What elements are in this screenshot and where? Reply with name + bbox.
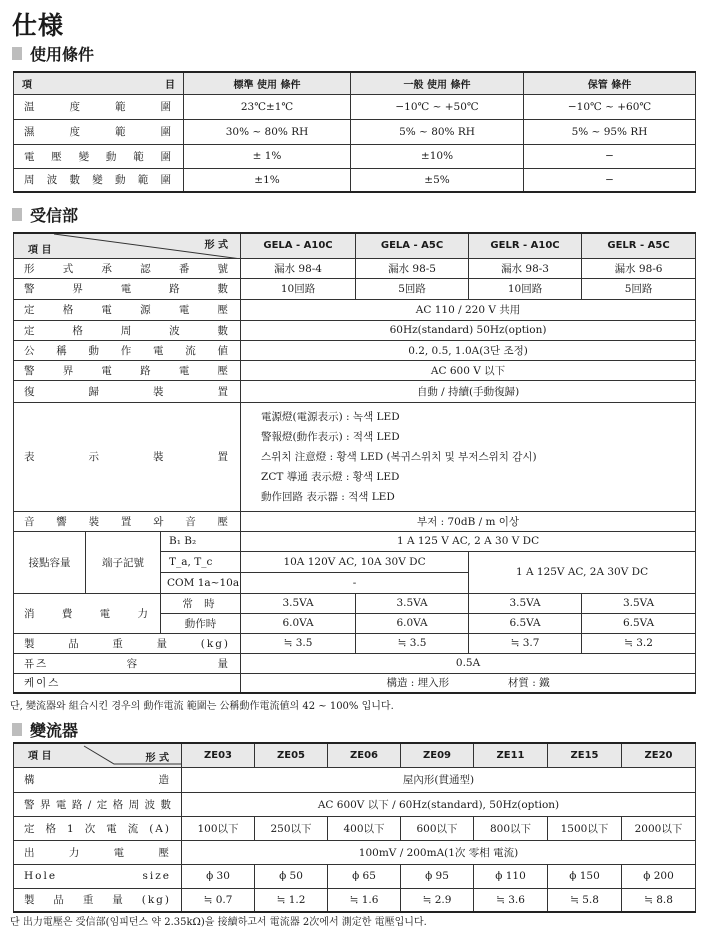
header-standard: 標準 使用 條件 (184, 72, 351, 94)
table-row: 製品重量(kg) ≒ 0.7 ≒ 1.2 ≒ 1.6 ≒ 2.9 ≒ 3.6 ≒ 5.8 ≒ 8.8 (14, 888, 696, 912)
header-storage: 保管 條件 (524, 72, 696, 94)
model-header: GELR - A5C (582, 233, 696, 258)
section-ct (12, 718, 78, 741)
table-row: 表示裝置 電源燈(電源表示) : 녹색 LED 警報燈(動作表示) : 적색 LED 스위치 注意燈 : 황색 LED (복귀스위치 및 부저스위치 감시) ZCT 導通 表示燈 : 황색 LED 動作回路 表示器 : 적색 LED (14, 402, 696, 511)
model-header: ZE20 (622, 743, 696, 767)
table-row: 電壓變動範圍 ± 1% ±10% − (14, 144, 696, 168)
section-title: 使用條件 (30, 45, 95, 64)
table-row: 形式承認番號 漏水 98-4 漏水 98-5 漏水 98-3 漏水 98-6 (14, 258, 696, 278)
ct-note: 단 出力電壓은 受信部(임피던스 약 2.35kΩ)을 接續하고서 電流器 2次에서 測定한 電壓입니다. (10, 917, 427, 928)
table-row: 製品重量(kg) ≒ 3.5 ≒ 3.5 ≒ 3.7 ≒ 3.2 (14, 633, 696, 653)
section-marker-icon (12, 723, 22, 736)
table-row: 出力電壓 100mV / 200mA(1次 零相 電流) (14, 840, 696, 864)
model-header: GELA - A5C (356, 233, 469, 258)
section-marker-icon (12, 47, 22, 60)
table-row: 警界電路/定格周波數 AC 600V 以下 / 60Hz(standard), 50Hz(option) (14, 792, 696, 816)
table-row: 公稱動作電流値 0.2, 0.5, 1.0A(3단 조정) (14, 340, 696, 360)
section-title: 變流器 (30, 721, 79, 740)
table-row: 動作時 6.0VA 6.0VA 6.5VA 6.5VA (14, 613, 696, 633)
receiver-table (13, 232, 696, 694)
model-header: ZE03 (182, 743, 255, 767)
table-row: 定格1次電流(A) 100以下 250以下 400以下 600以下 800以下 1500以下 2000以下 (14, 816, 696, 840)
table-row: 復歸裝置 自動 / 持續(手動復歸) (14, 380, 696, 402)
table-row: 퓨즈容量 0.5A (14, 653, 696, 673)
table-row: 周波數變動範圍 ±1% ±5% − (14, 168, 696, 192)
table-row: COM 1a~10a - (14, 572, 696, 593)
case-cell: 構造 : 埋入形 材質 : 鐵 (241, 673, 696, 693)
table-row: 定格周波數 60Hz(standard) 50Hz(option) (14, 320, 696, 340)
table-row: 接點容量 端子記號 B₁ B₂ 1 A 125 V AC, 2 A 30 V DC (14, 531, 696, 551)
section-title: 受信部 (30, 206, 79, 225)
section-marker-icon (12, 208, 22, 221)
section-conditions (12, 42, 94, 65)
model-header: GELA - A10C (241, 233, 356, 258)
table-row: T_a, T_c 10A 120V AC, 10A 30V DC 1 A 125V AC, 2A 30V DC (14, 551, 696, 572)
table-row: 定格電源電壓 AC 110 / 220 V 共用 (14, 299, 696, 320)
model-header: ZE05 (255, 743, 328, 767)
receiver-note: 단, 變流器와 組合시킨 경우의 動作電流 範圍는 公稱動作電流値의 42 ~ 100% 입니다. (10, 701, 394, 712)
table-row: 警界電路電壓 AC 600 V 以下 (14, 360, 696, 380)
model-header: GELR - A10C (469, 233, 582, 258)
header-item: 項 目 (14, 72, 184, 94)
conditions-table (13, 71, 696, 193)
table-row: 濕度範圍 30% ~ 80% RH 5% ~ 80% RH 5% ~ 95% RH (14, 119, 696, 144)
table-row: 消費電力 常 時 3.5VA 3.5VA 3.5VA 3.5VA (14, 593, 696, 613)
table-row: 音響裝置와音壓 부저 : 70dB / m 이상 (14, 511, 696, 531)
model-header: ZE15 (548, 743, 622, 767)
header-item-type: 項 目 形 式 (14, 233, 241, 258)
header-general: 一般 使用 條件 (351, 72, 524, 94)
model-header: ZE09 (401, 743, 474, 767)
page-title: 仕様 (12, 11, 65, 40)
table-row: 温度範圍 23℃±1℃ −10℃ ~ +50℃ −10℃ ~ +60℃ (14, 94, 696, 119)
table-row: 構造 屋內形(貫通型) (14, 767, 696, 792)
section-receiver (12, 203, 78, 226)
ct-table (13, 742, 696, 913)
table-row: Hole size ϕ 30 ϕ 50 ϕ 65 ϕ 95 ϕ 110 ϕ 150 ϕ 200 (14, 864, 696, 888)
model-header: ZE06 (328, 743, 401, 767)
display-list: 電源燈(電源表示) : 녹색 LED 警報燈(動作表示) : 적색 LED 스위치 注意燈 : 황색 LED (복귀스위치 및 부저스위치 감시) ZCT 導通 表示燈 : 황색 LED 動作回路 表示器 : 적색 LED (241, 402, 696, 511)
table-row: 警界電路數 10回路 5回路 10回路 5回路 (14, 278, 696, 299)
ct-header-item-type: 項 目 形 式 (14, 743, 182, 767)
model-header: ZE11 (474, 743, 548, 767)
table-row: 케이스 構造 : 埋入形 材質 : 鐵 (14, 673, 696, 693)
